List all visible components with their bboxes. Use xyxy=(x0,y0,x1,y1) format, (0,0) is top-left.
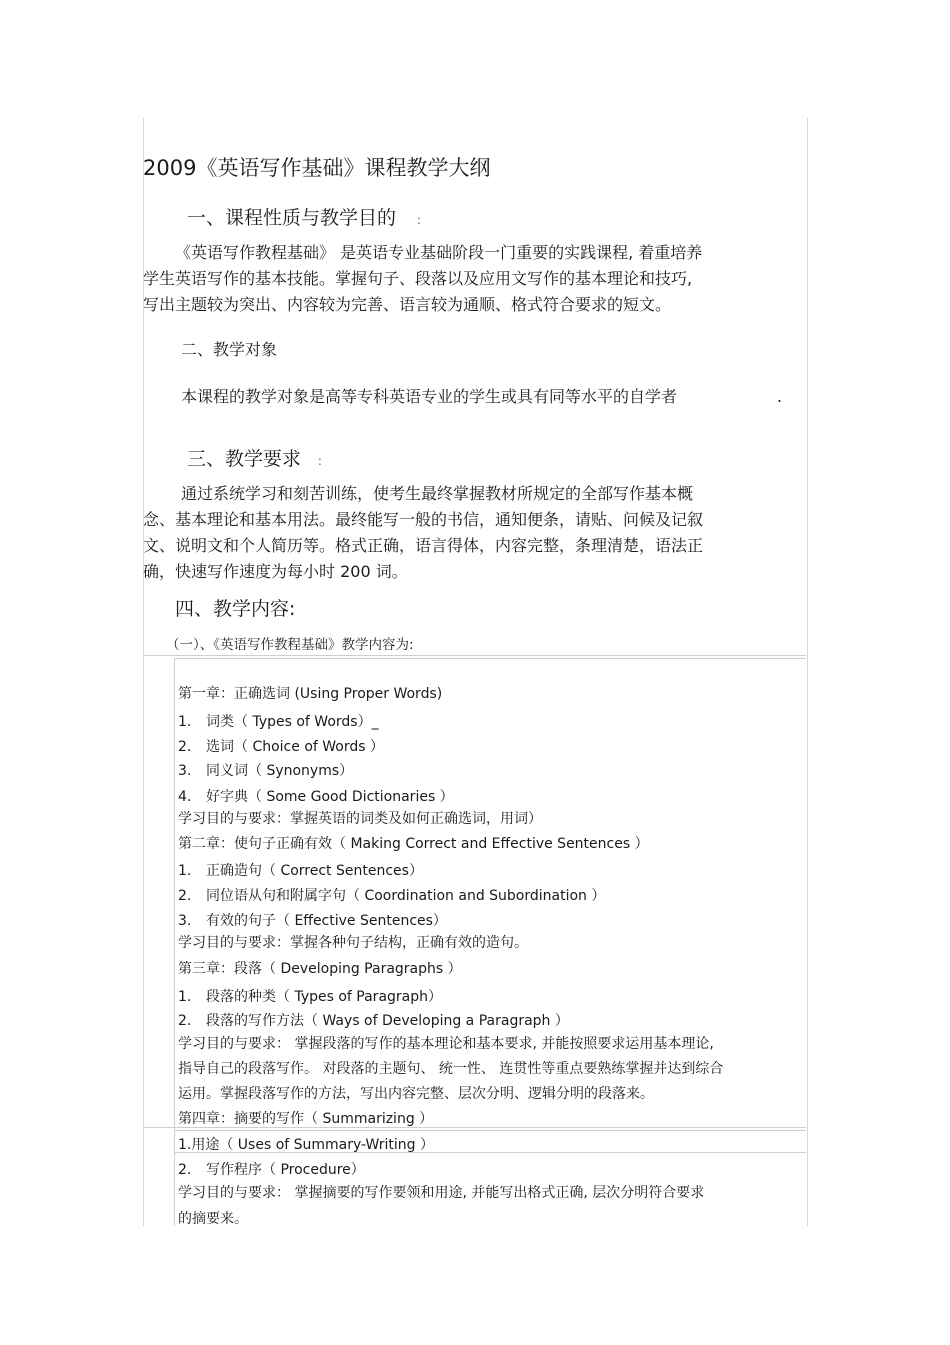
chapter-1-item xyxy=(178,760,353,780)
item-number: 1. xyxy=(178,989,192,1005)
item-text: 同位语从句和附属字句（ Coordination and Subordination ） xyxy=(206,888,606,904)
item-text: 选词（ Choice of Words ） xyxy=(206,739,384,755)
chapter-2-item xyxy=(178,885,605,905)
section-3-line: 确，快速写作速度为每小时 200 词。 xyxy=(143,562,408,581)
chapter-3-goal-line: 指导自己的段落写作。 对段落的主题句、 统一性、 连贯性等重点要熟练掌握并达到综合 xyxy=(178,1061,724,1077)
item-number: 2. xyxy=(178,888,192,904)
item-text: 段落的种类（ Types of Paragraph） xyxy=(206,989,443,1005)
section-1-line: 《英语写作教程基础》 是英语专业基础阶段一门重要的实践课程, 着重培养 xyxy=(175,243,703,262)
chapter-3-item xyxy=(178,986,442,1006)
item-text: 同义词（ Synonyms） xyxy=(206,763,354,779)
section-3-line: 通过系统学习和刻苦训练，使考生最终掌握教材所规定的全部写作基本概 xyxy=(181,484,694,503)
section-1-line: 写出主题较为突出、内容较为完善、语言较为通顺、格式符合要求的短文。 xyxy=(143,295,672,314)
chapter-4-item xyxy=(178,1159,365,1179)
section-3-heading xyxy=(187,444,329,471)
item-number: 1. xyxy=(178,714,192,730)
section-1-body xyxy=(143,240,803,318)
item-number: 2. xyxy=(178,739,192,755)
chapter-2-item xyxy=(178,910,447,930)
item-text: 好字典（ Some Good Dictionaries ） xyxy=(206,789,454,805)
section-3-line: 文、说明文和个人简历等。格式正确，语言得体，内容完整，条理清楚，语法正 xyxy=(143,536,704,555)
chapter-4-title: 第四章：摘要的写作（ Summarizing ） xyxy=(178,1111,434,1127)
chapter-4-goal-line: 学习目的与要求： 掌握摘要的写作要领和用途, 并能写出格式正确, 层次分明符合要求 xyxy=(178,1185,705,1201)
chapter-1-item xyxy=(178,711,379,731)
section-1-heading xyxy=(187,203,428,230)
chapter-3-item xyxy=(178,1010,569,1030)
item-number: 3. xyxy=(178,763,192,779)
chapter-4-goal-line: 的摘要来。 xyxy=(178,1211,248,1227)
item-text: 写作程序（ Procedure） xyxy=(206,1162,365,1178)
chapter-1-goal: 学习目的与要求：掌握英语的词类及如何正确选词，用词） xyxy=(178,811,542,827)
chapter-3-goal-line: 学习目的与要求： 掌握段落的写作的基本理论和基本要求, 并能按照要求运用基本理论, xyxy=(178,1036,714,1052)
table-row-divider-inner xyxy=(174,1130,806,1131)
section-3-heading-colon: ： xyxy=(317,454,330,468)
chapter-2-goal: 学习目的与要求：掌握各种句子结构，正确有效的造句。 xyxy=(178,935,528,951)
section-2-body: 本课程的教学对象是高等专科英语专业的学生或具有同等水平的自学者 xyxy=(181,387,678,406)
item-text: 正确造句（ Correct Sentences） xyxy=(206,863,423,879)
chapter-3-goal-line: 运用。掌握段落写作的方法，写出内容完整、层次分明、逻辑分明的段落来。 xyxy=(178,1086,654,1102)
section-4-heading: 四、教学内容: xyxy=(175,598,296,620)
item-number: 1. xyxy=(178,863,192,879)
chapter-4-item: 1.用途（ Uses of Summary-Writing ） xyxy=(178,1137,434,1153)
item-number: 2. xyxy=(178,1162,192,1178)
item-number: 2. xyxy=(178,1013,192,1029)
section-2-dot: . xyxy=(777,387,783,406)
chapter-1-item xyxy=(178,736,384,756)
chapter-3-title: 第三章：段落（ Developing Paragraphs ） xyxy=(178,961,462,977)
chapter-1-item xyxy=(178,786,454,806)
item-text: 有效的句子（ Effective Sentences） xyxy=(206,913,447,929)
item-number: 4. xyxy=(178,789,192,805)
item-text: 词类（ Types of Words）_ xyxy=(206,714,379,730)
chapter-2-title: 第二章：使句子正确有效（ Making Correct and Effective Sentences ） xyxy=(178,836,649,852)
section-3-heading-text: 三、教学要求 xyxy=(187,448,302,470)
chapter-1-title: 第一章：正确选词 (Using Proper Words) xyxy=(178,686,443,702)
section-2-heading: 二、教学对象 xyxy=(181,340,278,359)
table-left-border xyxy=(174,658,175,1226)
section-3-body xyxy=(143,481,803,585)
section-1-line: 学生英语写作的基本技能。掌握句子、段落以及应用文写作的基本理论和技巧, xyxy=(143,269,693,288)
section-4-subheading: （一）、《英语写作教程基础》教学内容为: xyxy=(166,637,414,653)
section-1-heading-colon: ： xyxy=(416,213,429,227)
item-text: 段落的写作方法（ Ways of Developing a Paragraph ） xyxy=(206,1013,569,1029)
item-number: 3. xyxy=(178,913,192,929)
table-top-border xyxy=(143,655,806,656)
table-top-border-inner xyxy=(174,658,806,659)
chapter-2-item xyxy=(178,860,423,880)
section-1-heading-text: 一、课程性质与教学目的 xyxy=(187,207,397,229)
section-3-line: 念、基本理论和基本用法。最终能写一般的书信，通知便条，请贴、问候及记叙 xyxy=(143,510,704,529)
document-title: 2009《英语写作基础》课程教学大纲 xyxy=(143,156,491,180)
